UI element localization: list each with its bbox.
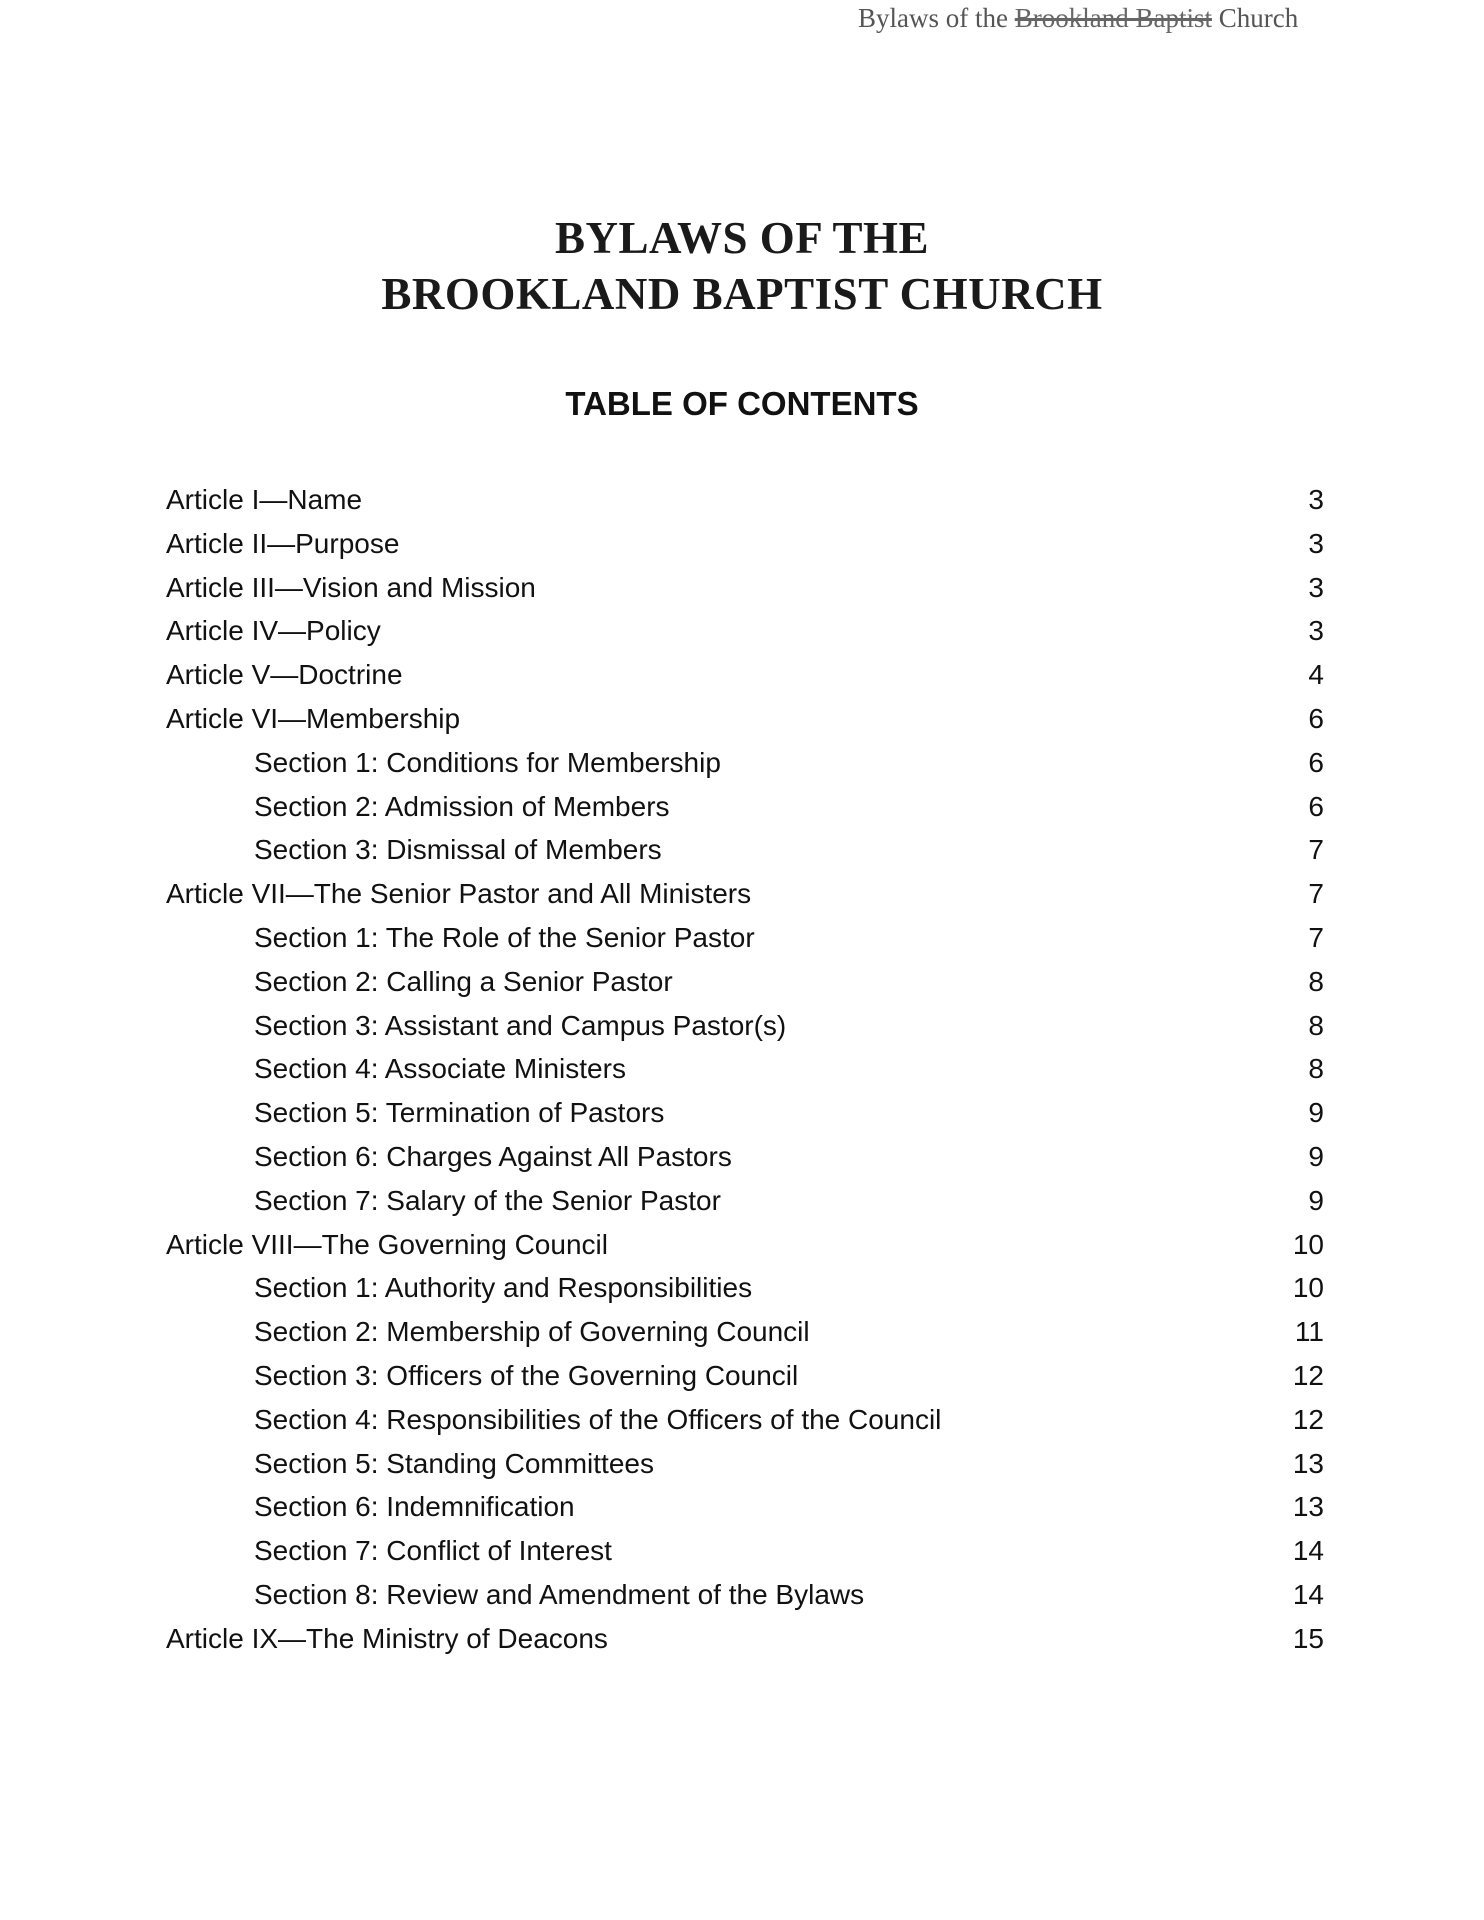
running-header-struck-text: Brookland Baptist: [1014, 3, 1212, 33]
toc-article-entry: [166, 653, 1324, 697]
toc-section-entry: [166, 1004, 1324, 1048]
toc-section-entry: [166, 1398, 1324, 1442]
toc-entry-page-number: 3: [1308, 571, 1324, 603]
running-header-prefix: Bylaws of the: [858, 3, 1015, 33]
toc-entry-label: Article VI—Membership: [166, 702, 461, 734]
toc-section-entry: [166, 785, 1324, 829]
toc-entry-label: Section 6: Charges Against All Pastors: [254, 1140, 732, 1172]
toc-article-entry: [166, 1617, 1324, 1661]
toc-section-entry: [166, 828, 1324, 872]
toc-list: [166, 478, 1324, 1661]
toc-entry-label: Section 3: Assistant and Campus Pastor(s): [254, 1009, 787, 1041]
toc-entry-label: Article IX—The Ministry of Deacons: [166, 1622, 608, 1654]
document-title-line-2: BROOKLAND BAPTIST CHURCH: [381, 269, 1103, 319]
toc-heading: TABLE OF CONTENTS: [565, 385, 919, 422]
toc-entry-page-number: 9: [1308, 1184, 1324, 1216]
toc-entry-page-number: 3: [1308, 615, 1324, 647]
toc-entry-label: Article I—Name: [166, 484, 363, 515]
toc-section-entry: [166, 1091, 1324, 1135]
toc-entry-page-number: 15: [1292, 1622, 1324, 1654]
toc-entry-label: Article V—Doctrine: [166, 659, 403, 691]
toc-entry-page-number: 9: [1308, 1140, 1324, 1172]
toc-article-entry: [166, 697, 1324, 741]
toc-article-entry: [166, 522, 1324, 566]
toc-entry-page-number: 7: [1308, 921, 1324, 953]
toc-article-entry: [166, 609, 1324, 653]
document-title-line-1: BYLAWS OF THE: [554, 213, 930, 263]
toc-section-entry: [166, 741, 1324, 785]
toc-entry-page-number: 12: [1292, 1359, 1324, 1391]
toc-entry-page-number: 3: [1308, 527, 1324, 559]
toc-entry-page-number: 4: [1308, 659, 1324, 691]
toc-section-entry: [166, 1354, 1324, 1398]
toc-article-entry: [166, 872, 1324, 916]
running-header-suffix: Church: [1211, 3, 1299, 33]
toc-section-entry: [166, 1573, 1324, 1617]
toc-section-entry: [166, 1442, 1324, 1486]
toc-entry-label: Section 8: Review and Amendment of the Bylaws: [254, 1578, 865, 1610]
toc-entry-page-number: 8: [1308, 965, 1324, 997]
toc-section-entry: [166, 1135, 1324, 1179]
toc-entry-label: Section 5: Termination of Pastors: [254, 1097, 665, 1129]
toc-entry-page-number: 10: [1292, 1228, 1324, 1260]
toc-section-entry: [166, 1310, 1324, 1354]
toc-entry-label: Section 1: Conditions for Membership: [254, 746, 721, 778]
toc-entry-page-number: 14: [1292, 1535, 1324, 1567]
toc-entry-label: Section 7: Salary of the Senior Pastor: [254, 1184, 721, 1216]
toc-section-entry: [166, 916, 1324, 960]
toc-entry-label: Article III—Vision and Mission: [166, 571, 536, 603]
toc-entry-page-number: 6: [1308, 746, 1324, 778]
toc-entry-page-number: 8: [1308, 1009, 1324, 1041]
toc-entry-page-number: 13: [1292, 1491, 1324, 1523]
running-header: [858, 0, 1298, 36]
toc-entry-label: Section 2: Membership of Governing Council: [254, 1316, 810, 1348]
toc-entry-page-number: 14: [1292, 1578, 1324, 1610]
toc-entry-label: Article VIII—The Governing Council: [166, 1228, 608, 1260]
toc-entry-label: Section 7: Conflict of Interest: [254, 1535, 612, 1567]
toc-entry-label: Section 2: Admission of Members: [254, 790, 670, 822]
toc-entry-page-number: 3: [1308, 484, 1324, 515]
toc-entry-label: Section 3: Dismissal of Members: [254, 834, 662, 866]
toc-article-entry: [166, 478, 1324, 522]
toc-section-entry: [166, 1529, 1324, 1573]
toc-article-entry: [166, 566, 1324, 610]
toc-entry-label: Section 6: Indemnification: [254, 1491, 575, 1523]
toc-entry-label: Section 3: Officers of the Governing Council: [254, 1359, 799, 1391]
toc-entry-label: Article II—Purpose: [166, 527, 400, 559]
toc-entry-page-number: 10: [1292, 1272, 1324, 1304]
toc-entry-label: Section 1: Authority and Responsibilities: [254, 1272, 753, 1304]
toc-entry-label: Section 4: Responsibilities of the Officers of the Council: [254, 1403, 942, 1435]
toc-entry-label: Section 5: Standing Committees: [254, 1447, 654, 1479]
toc-entry-label: Section 1: The Role of the Senior Pastor: [254, 921, 755, 953]
toc-section-entry: [166, 1179, 1324, 1223]
toc-entry-label: Article VII—The Senior Pastor and All Ministers: [166, 878, 752, 910]
toc-section-entry: [166, 1485, 1324, 1529]
toc-entry-page-number: 6: [1308, 702, 1324, 734]
toc-article-entry: [166, 1223, 1324, 1267]
toc-section-entry: [166, 1047, 1324, 1091]
toc-entry-label: Section 2: Calling a Senior Pastor: [254, 965, 673, 997]
toc-entry-page-number: 7: [1308, 878, 1324, 910]
document-title: [0, 210, 1484, 322]
toc-entry-page-number: 12: [1292, 1403, 1324, 1435]
toc-entry-page-number: 9: [1308, 1097, 1324, 1129]
toc-entry-page-number: 6: [1308, 790, 1324, 822]
toc-entry-page-number: 7: [1308, 834, 1324, 866]
toc-entry-label: Section 4: Associate Ministers: [254, 1053, 626, 1085]
toc-entry-page-number: 8: [1308, 1053, 1324, 1085]
toc-entry-page-number: 11: [1294, 1316, 1324, 1348]
toc-section-entry: [166, 1266, 1324, 1310]
toc-entry-label: Article IV—Policy: [166, 615, 381, 647]
toc-entry-page-number: 13: [1292, 1447, 1324, 1479]
toc-section-entry: [166, 960, 1324, 1004]
